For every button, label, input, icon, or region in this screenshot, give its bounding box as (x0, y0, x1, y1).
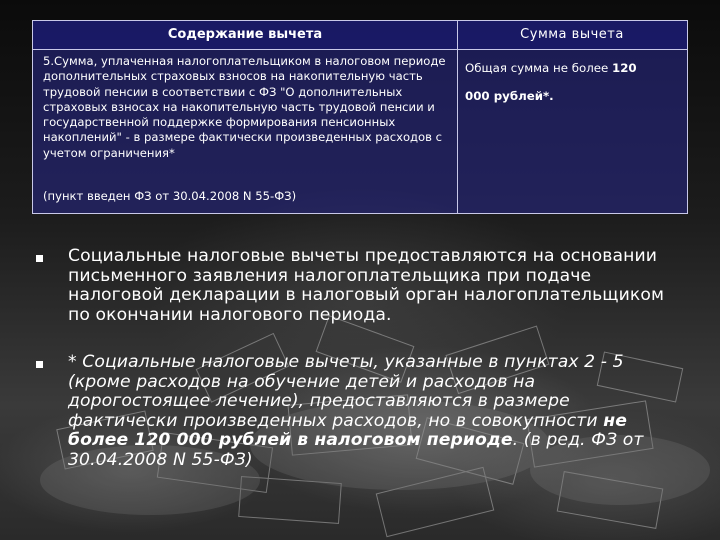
bullet-item-application (36, 247, 676, 327)
deduction-table (32, 20, 688, 214)
column-divider (457, 21, 458, 213)
limit-prefix: Общая сумма не более (465, 61, 609, 75)
footnote-part2: . (в ред. ФЗ от 30.04.2008 N 55-ФЗ) (68, 430, 644, 470)
header-deduction-content: Содержание вычета (167, 27, 323, 42)
cell-deduction-note: (пункт введен ФЗ от 30.04.2008 N 55-ФЗ) (43, 189, 297, 203)
cell-deduction-limit (465, 54, 679, 110)
limit-amount-part2: 000 рублей*. (465, 89, 554, 103)
footnote-part1: * Социальные налоговые вычеты, указанные в пунктах 2 - 5 (кроме расходов на обучение детей и расходов на дорогостоящее лечение), предоставляются в размере фактически произведенных расходов, но в совокупности (68, 352, 624, 431)
limit-amount-part1: 120 (612, 61, 637, 75)
bullet-text-footnote (68, 353, 672, 471)
cell-deduction-description: 5.Сумма, уплаченная налогоплательщиком в налоговом периоде дополнительных страховых взносов на накопительную часть трудовой пенсии в соответствии с ФЗ "О дополнительных страховых взносах на накопительную часть трудовой пенсии и государственной поддержке формирования пенсионных накоплений" - в размере фактически произведенных расходов с учетом ограничения* (43, 54, 446, 160)
bullet-item-footnote (36, 353, 676, 468)
footnote-limit-bold: не более 120 000 рублей в налоговом периоде (68, 410, 627, 451)
header-deduction-amount: Сумма вычета (520, 27, 624, 42)
bullet-square-icon (36, 255, 43, 262)
bullet-text-application: Социальные налоговые вычеты предоставляются на основании письменного заявления налогоплательщика при подаче налоговой декларации в налоговый орган налогоплательщиком по окончании налогового периода. (68, 246, 665, 325)
table-header-row (33, 21, 687, 50)
bullet-square-icon (36, 361, 43, 368)
